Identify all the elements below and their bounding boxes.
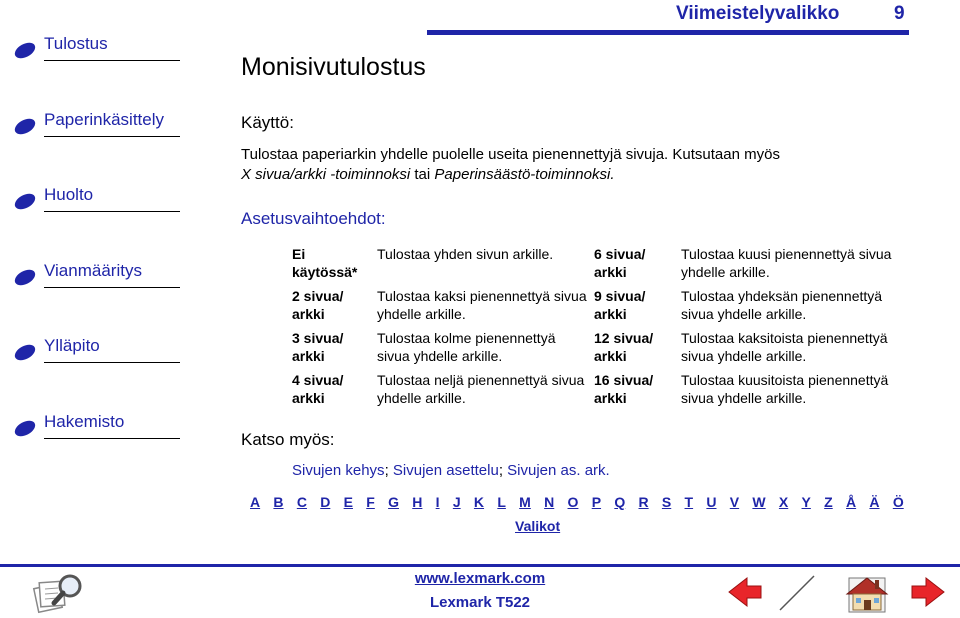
table-row [292,287,912,329]
bullet-icon [12,418,38,440]
index-letter[interactable]: U [706,494,717,510]
bullet-icon [12,342,38,364]
sidebar-nav [0,0,195,560]
index-letter[interactable]: H [412,494,423,510]
index-letter[interactable]: B [273,494,284,510]
usage-term: Paperinsäästö-toiminnoksi. [434,166,615,183]
usage-text [241,145,841,185]
link-separator: ; [498,462,508,479]
option-description: Tulostaa kuusitoista pienennettyä sivua yhdelle arkille. [681,372,889,406]
index-letter[interactable]: G [388,494,399,510]
usage-heading: Käyttö: [241,113,294,132]
page-number: 9 [894,3,905,24]
index-letter[interactable]: Ö [892,494,904,510]
option-name: 16 sivua/ arkki [594,372,654,406]
footer-product: Lexmark T522 [429,594,531,611]
arrow-right-icon[interactable] [910,574,946,610]
index-letter[interactable]: F [366,494,375,510]
option-name: 9 sivua/ arkki [594,288,646,322]
bullet-icon [12,267,38,289]
usage-connector: tai [410,166,435,183]
options-table [292,245,912,413]
index-letter[interactable]: V [729,494,740,510]
sidebar-item-label: Huolto [44,185,94,204]
options-heading: Asetusvaihtoehdot: [241,209,386,228]
header-rule [427,30,909,35]
nav-separator [774,574,820,612]
arrow-left-icon[interactable] [727,574,763,610]
option-description: Tulostaa yhden sivun arkille. [377,246,554,262]
index-letter[interactable]: L [497,494,506,510]
link-sivujen-asettelu[interactable]: Sivujen asettelu [392,462,499,479]
alphabet-index [250,494,904,510]
sidebar-item-huolto[interactable] [0,169,195,219]
sidebar-item-label: Ylläpito [44,336,100,355]
footer-url-link[interactable]: www.lexmark.com [414,570,546,587]
see-also-links [292,462,610,479]
divider [44,211,180,212]
option-name: 6 sivua/ arkki [594,246,646,280]
index-letter[interactable]: R [638,494,649,510]
index-letter[interactable]: K [473,494,485,510]
index-letter[interactable]: Ä [869,494,880,510]
option-description: Tulostaa kuusi pienennettyä sivua yhdelle arkille. [681,246,892,280]
menus-link[interactable]: Valikot [515,518,561,534]
footer-rule [0,564,960,567]
chapter-title: Viimeistelyvalikko [676,3,840,24]
bullet-icon [12,40,38,62]
sidebar-item-label: Vianmääritys [44,261,142,280]
divider [44,362,180,363]
option-description: Tulostaa kaksitoista pienennettyä sivua yhdelle arkille. [681,330,888,364]
index-letter[interactable]: Å [846,494,857,510]
house-icon[interactable] [843,572,891,614]
option-description: Tulostaa yhdeksän pienennettyä sivua yhdelle arkille. [681,288,883,322]
sidebar-item-label: Tulostus [44,34,108,53]
usage-term: X sivua/arkki -toiminnoksi [241,166,411,183]
option-description: Tulostaa neljä pienennettyä sivua yhdelle arkille. [377,372,585,406]
index-letter[interactable]: J [452,494,461,510]
see-also-heading: Katso myös: [241,430,335,449]
usage-line: Tulostaa paperiarkin yhdelle puolelle useita pienennettyjä sivuja. Kutsutaan myös [241,146,780,163]
index-letter[interactable]: D [320,494,331,510]
option-description: Tulostaa kolme pienennettyä sivua yhdelle arkille. [377,330,556,364]
sidebar-item-paperinkasittely[interactable] [0,94,195,144]
sidebar-item-yllapito[interactable] [0,320,195,370]
divider [44,438,180,439]
index-letter[interactable]: S [661,494,672,510]
bullet-icon [12,191,38,213]
index-letter[interactable]: Q [614,494,626,510]
index-letter[interactable]: E [343,494,353,510]
sidebar-item-tulostus[interactable] [0,18,195,68]
index-letter[interactable]: Y [801,494,811,510]
divider [44,60,180,61]
sidebar-item-label: Hakemisto [44,412,125,431]
option-description: Tulostaa kaksi pienennettyä sivua yhdelle arkille. [377,288,587,322]
option-name: 2 sivua/ arkki [292,288,344,322]
table-row [292,245,912,287]
page-title: Monisivutulostus [241,53,426,81]
magnifier-icon[interactable] [30,570,86,614]
index-letter[interactable]: T [684,494,694,510]
table-row [292,371,912,413]
divider [44,136,180,137]
index-letter[interactable]: P [591,494,602,510]
link-sivujen-kehys[interactable]: Sivujen kehys [292,462,385,479]
sidebar-item-label: Paperinkäsittely [44,110,165,129]
option-name: 3 sivua/ arkki [292,330,344,364]
divider [44,287,180,288]
index-letter[interactable]: Z [824,494,833,510]
sidebar-item-vianmaaritys[interactable] [0,245,195,295]
sidebar-item-hakemisto[interactable] [0,396,195,446]
link-sivujen-as-ark[interactable]: Sivujen as. ark. [507,462,610,479]
option-name: 12 sivua/ arkki [594,330,654,364]
option-name: Ei käytössä* [292,246,358,280]
index-letter[interactable]: C [296,494,307,510]
index-letter[interactable]: M [519,494,531,510]
link-separator: ; [384,462,393,479]
index-letter[interactable]: O [567,494,579,510]
index-letter[interactable]: I [435,494,440,510]
index-letter[interactable]: W [752,494,766,510]
table-row [292,329,912,371]
bullet-icon [12,116,38,138]
index-letter[interactable]: N [544,494,555,510]
index-letter[interactable]: A [250,494,261,510]
option-name: 4 sivua/ arkki [292,372,344,406]
index-letter[interactable]: X [778,494,789,510]
